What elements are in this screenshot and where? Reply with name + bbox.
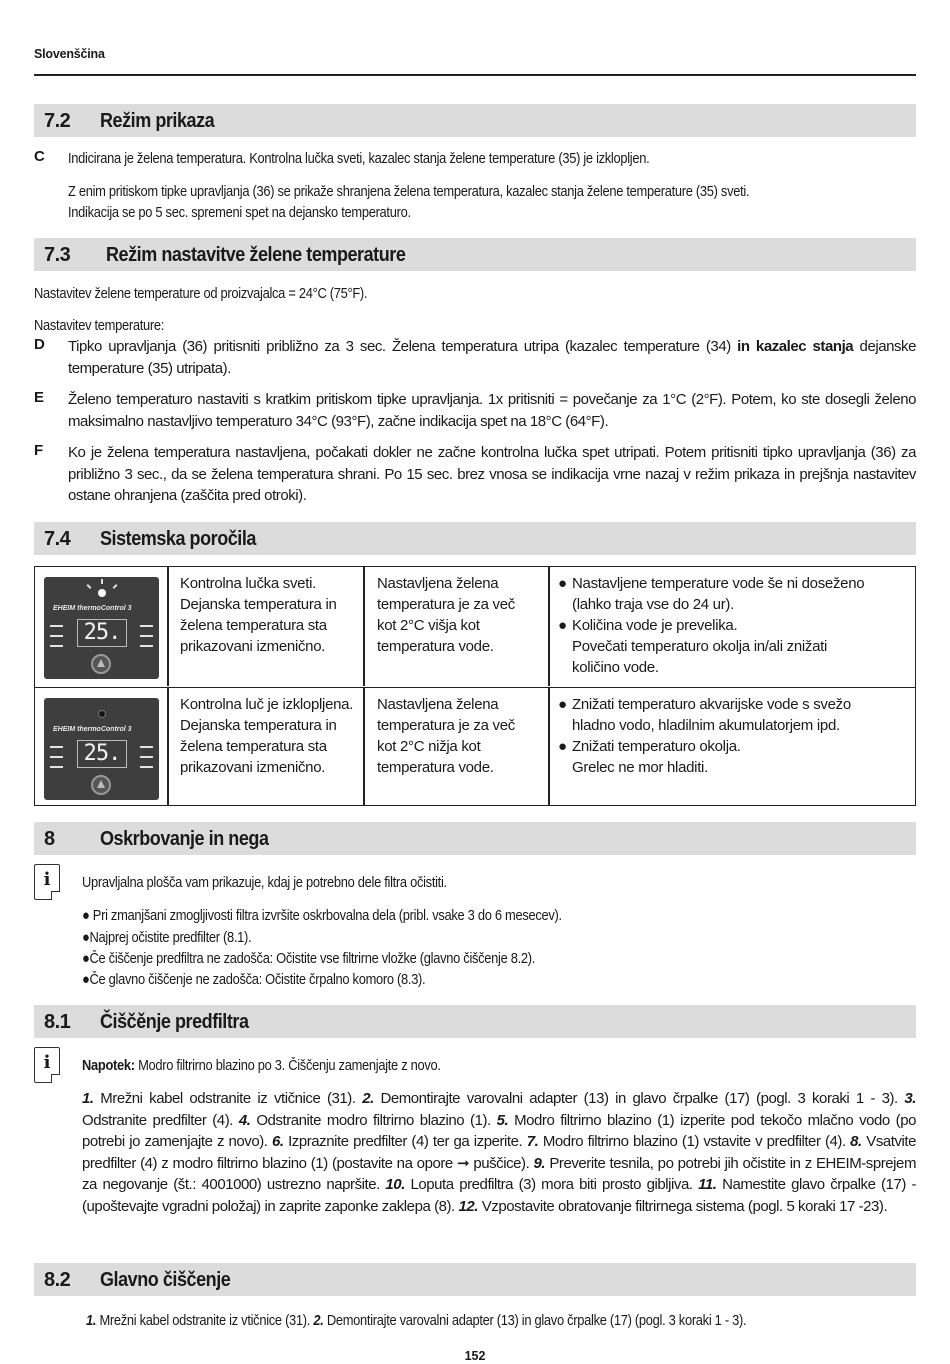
section-title: Glavno čiščenje <box>100 1269 231 1291</box>
factory-setting: Nastavitev želene temperature od proizvajalca = 24°C (75°F). <box>34 285 368 302</box>
control-lamp-off <box>98 710 106 718</box>
device-display-image <box>44 577 159 679</box>
table-row <box>35 687 915 806</box>
bullet-item: ●Najprej očistite predfilter (8.1). <box>82 929 252 946</box>
status-cell: Kontrolna lučka sveti. Dejanska temperatura in želena temperatura sta prikazovani izmenično. <box>180 575 337 655</box>
section-title: Sistemska poročila <box>100 528 256 550</box>
paragraph: Indicirana je želena temperatura. Kontrolna lučka sveti, kazalec stanja želene temperature (35) je izklopljen. <box>68 150 650 167</box>
section-title: Režim nastavitve želene temperature <box>106 244 406 266</box>
cause-cell: Nastavljena želena temperatura je za več kot 2°C nižja kot temperatura vode. <box>377 696 515 776</box>
language-label: Slovenščina <box>34 47 105 61</box>
section-title: Čiščěnje predfiltra <box>100 1011 249 1033</box>
section-title: Oskrbovanje in nega <box>100 828 269 850</box>
remedy-cell: ● Nastavljene temperature vode še ni doseženo (lahko traja vse do 24 ur). ● Količina vode je prevelika. Povečati temperaturo okolja in/ali znižati količino vode. <box>558 575 865 676</box>
cleaning-steps: 1. Mrežni kabel odstranite iz vtičnice (31). 2. Demontirajte varovalni adapter (13) in glavo črpalke (17) (pogl. 3 koraki 1 - 3). <box>86 1312 747 1329</box>
system-messages-table <box>34 566 916 806</box>
section-heading-7-2 <box>34 104 916 137</box>
paragraph: Z enim pritiskom tipke upravljanja (36) se prikaže shranjena želena temperatura, kazalec stanja želene temperature (35) sveti. <box>68 183 750 200</box>
note: Napotek: Modro filtrirno blazino po 3. Čiščenju zamenjajte z novo. <box>82 1057 441 1074</box>
bullet-item: ● Pri zmanjšani zmogljivosti filtra izvršite oskrbovalna dela (pribl. vsake 3 do 6 mesecev). <box>82 907 562 924</box>
section-heading-8-1 <box>34 1005 916 1038</box>
bullet-item: ●Če glavno čiščenje ne zadošča: Očistite črpalno komoro (8.3). <box>82 971 426 988</box>
device-temperature-readout: 25. <box>77 740 127 768</box>
paragraph: Želeno temperaturo nastaviti s kratkim pritiskom tipke upravljanja. 1x pritisniti = povečanje za 1°C (2°F). Potem, ko ste dosegli želeno maksimalno nastavljivo temperaturo 34°C (93°F), začne indikacija spet na 18°C (64°F). <box>68 391 916 430</box>
header-divider <box>34 74 916 76</box>
device-brand: EHEIM thermoControl 3 <box>53 726 132 733</box>
remedy-cell: ● Znižati temperaturo akvarijske vode s svežo hladno vodo, hladilnim akumulatorjem ipd. ● Znižati temperaturo okolja. Grelec ne mor hladiti. <box>558 696 851 776</box>
section-number: 7.4 <box>44 528 71 550</box>
cause-cell: Nastavljena želena temperatura je za več kot 2°C višja kot temperatura vode. <box>377 575 515 655</box>
device-button-icon <box>91 775 111 795</box>
table-row <box>35 567 915 686</box>
bullet-item: ●Če čiščenje predfiltra ne zadošča: Očistite vse filtrirne vložke (glavno čiščenje 8.2). <box>82 950 536 967</box>
section-heading-7-3 <box>34 238 916 271</box>
paragraph: Upravljalna plošča vam prikazuje, kdaj je potrebno dele filtra očistiti. <box>82 874 447 891</box>
control-lamp-on <box>98 589 106 597</box>
section-number: 8.1 <box>44 1011 71 1033</box>
step-letter-e: E <box>34 389 45 406</box>
section-number: 7.3 <box>44 244 71 266</box>
status-cell: Kontrolna luč je izklopljena. Dejanska temperatura in želena temperatura sta prikazovani izmenično. <box>180 696 354 776</box>
paragraph: Ko je želena temperatura nastavljena, počakati dokler ne začne kontrolna lučka spet utripati. Potem pritisniti tipko upravljanja (36) za približno 3 sec., da se želena temperatura shrani. Po 15 sec. brez vnosa se indikacija vrne nazaj v režim prikaza in prejšnja nastavitev ostane ohranjena (zaščita pred otroki). <box>68 444 916 504</box>
info-icon: i <box>34 1047 60 1083</box>
setting-label: Nastavitev temperature: <box>34 317 165 334</box>
info-icon: i <box>34 864 60 900</box>
device-button-icon <box>91 654 111 674</box>
section-number: 8 <box>44 828 55 850</box>
section-title: Režim prikaza <box>100 110 215 132</box>
section-heading-7-4 <box>34 522 916 555</box>
step-letter-d: D <box>34 336 45 353</box>
section-heading-8 <box>34 822 916 855</box>
cleaning-steps: 1. Mrežni kabel odstranite iz vtičnice (31). 2. Demontirajte varovalni adapter (13) in glavo črpalke (17) (pogl. 3 koraki 1 - 3). 3. Odstranite predfilter (4). 4. Odstranite modro filtrirno blazino (1). 5. Modro filtrirno blazino (1) izperite pod tekočo mlačno vodo (po potrebi jo zamenjajte z novo). 6. Izpraznite predfilter (4) ter ga izperite. 7. Modro filtrirno blazino (1) vstavite v predfilter (4). 8. Vsatvite predfilter (4) z modro filtrirno blazino (1) (postavite na opore ➞ puščice). 9. Preverite tesnila, po potrebi jih očistite in z EHEIM-sprejem za negovanje (št.: 4001000) ustrezno napršite. 10. Loputa predfiltra (3) mora biti prosto gibljiva. 11. Namestite glavo črpalke (17) - (upoštevajte vgradni položaj) in zaprite zaponke zaklepa (8). 12. Vzpostavite obratovanje filtrirnega sistema (pogl. 5 koraki 17 -23). <box>82 1090 917 1215</box>
section-number: 8.2 <box>44 1269 71 1291</box>
device-display-image <box>44 698 159 800</box>
section-heading-8-2 <box>34 1263 916 1296</box>
page-number: 152 <box>464 1349 486 1363</box>
paragraph: Tipko upravljanja (36) pritisniti približno za 3 sec. Želena temperatura utripa (kazalec temperature (34) in kazalec stanja dejanske temperature (35) utripata). <box>68 338 916 377</box>
device-temperature-readout: 25. <box>77 619 127 647</box>
device-brand: EHEIM thermoControl 3 <box>53 605 132 612</box>
paragraph: Indikacija se po 5 sec. spremeni spet na dejansko temperaturo. <box>68 204 411 221</box>
step-letter-c: C <box>34 148 45 165</box>
step-letter-f: F <box>34 442 44 459</box>
section-number: 7.2 <box>44 110 71 132</box>
